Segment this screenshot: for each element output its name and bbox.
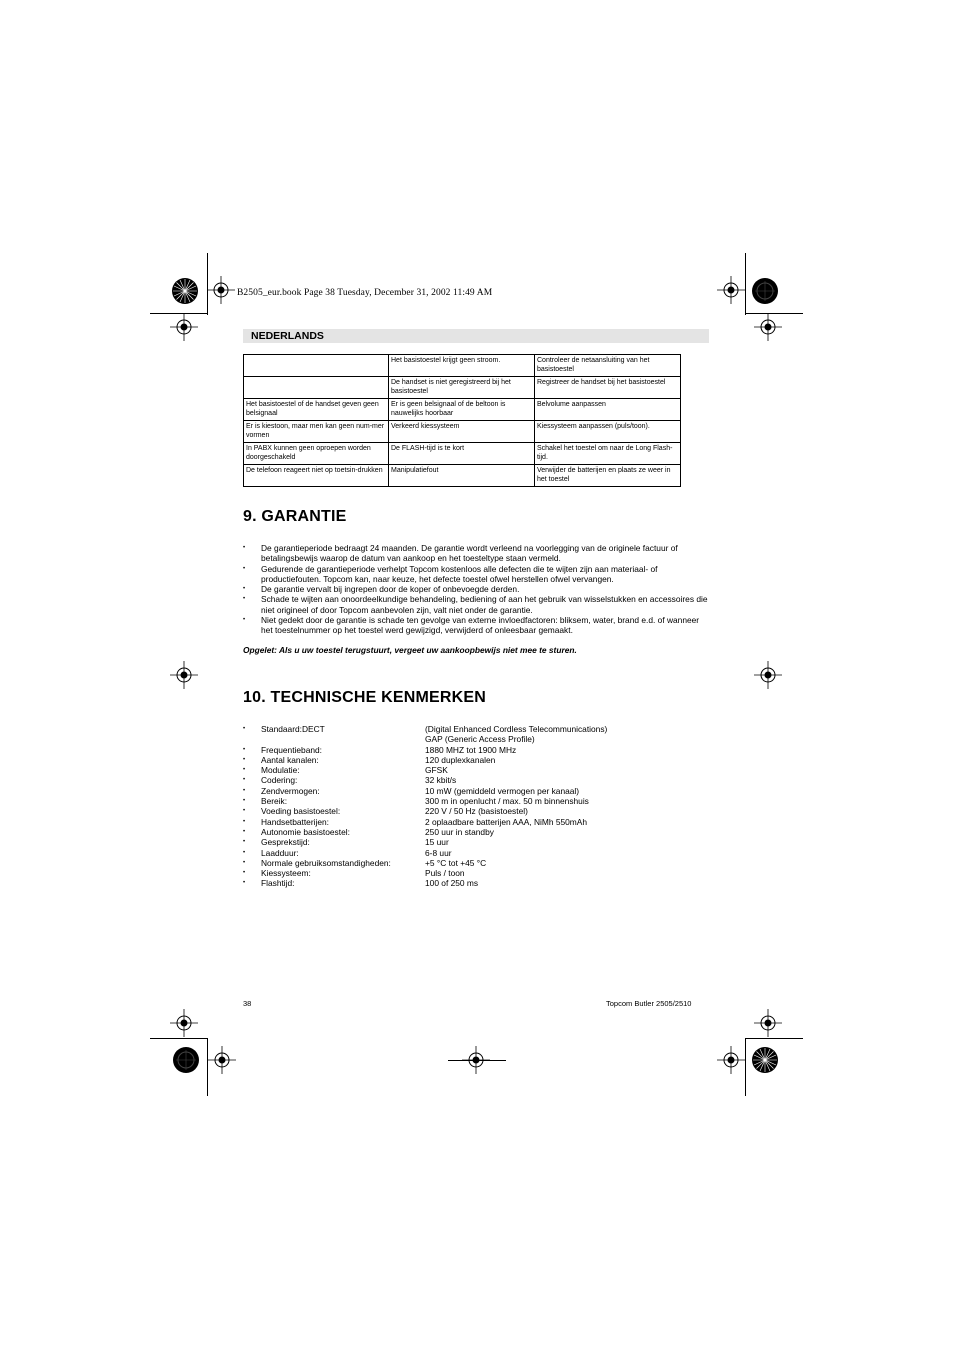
troubleshooting-table xyxy=(243,354,681,487)
section-title-garantie: 9. GARANTIE xyxy=(243,508,347,525)
spec-value: 120 duplexkanalen xyxy=(425,754,496,765)
registration-target-icon xyxy=(172,1046,200,1074)
bullet-icon: • xyxy=(243,777,246,784)
list-item: • Niet gedekt door de garantie is schade ten gevolge van externe invloedfactoren: bliksem, water, brand e.d. of wanneer het toestelnummer op het toestel werd gewijzigd, verwijderd of onleesbaar gemaakt. xyxy=(243,615,713,636)
spec-value: 250 uur in standby xyxy=(425,826,494,837)
bullet-icon: • xyxy=(243,787,246,794)
spec-value: 220 V / 50 Hz (basistoestel) xyxy=(425,806,528,817)
spec-value: 100 of 250 ms xyxy=(425,878,479,889)
section-title-technische-kenmerken: 10. TECHNISCHE KENMERKEN xyxy=(243,689,487,706)
spec-value: 1880 MHZ tot 1900 MHz xyxy=(425,744,517,755)
spec-value: 32 kbit/s xyxy=(425,775,457,786)
bullet-icon: • xyxy=(243,767,246,774)
registration-mark-icon xyxy=(170,313,198,341)
table-cell-solution: Verwijder de batterijen en plaats ze weer in het toestel xyxy=(535,465,681,487)
table-cell-solution: Kiessysteem aanpassen (puls/toon). xyxy=(535,421,681,443)
registration-mark-icon xyxy=(754,661,782,689)
table-row xyxy=(244,377,681,399)
bullet-icon: • xyxy=(243,746,246,753)
registration-mark-icon xyxy=(207,276,235,304)
bullet-icon: • xyxy=(243,726,246,732)
registration-mark-icon xyxy=(170,661,198,689)
spec-row xyxy=(243,868,705,878)
spec-row xyxy=(243,837,705,847)
spec-label: Bereik: xyxy=(261,796,288,807)
table-cell-cause: Verkeerd kiessysteem xyxy=(389,421,535,443)
spec-label: Modulatie: xyxy=(261,765,300,776)
spec-row xyxy=(243,724,705,734)
spec-label: Normale gebruiksomstandigheden: xyxy=(261,857,391,868)
language-label: NEDERLANDS xyxy=(251,330,324,342)
page-number: 38 xyxy=(243,999,252,1008)
table-cell-solution: Schakel het toestel om naar de Long Flash-tijd. xyxy=(535,443,681,465)
table-cell-problem xyxy=(244,377,389,399)
registration-mark-icon xyxy=(170,1009,198,1037)
registration-mark-icon xyxy=(717,276,745,304)
table-cell-cause: Er is geen belsignaal of de beltoon is nauwelijks hoorbaar xyxy=(389,399,535,421)
table-row xyxy=(244,399,681,421)
bullet-icon: • xyxy=(243,828,246,835)
spec-value: +5 °C tot +45 °C xyxy=(425,857,487,868)
spec-row xyxy=(243,878,705,888)
table-cell-solution: Belvolume aanpassen xyxy=(535,399,681,421)
spec-row xyxy=(243,734,705,744)
spec-label: Handsetbatterijen: xyxy=(261,816,329,827)
spec-value: 15 uur xyxy=(425,837,449,848)
table-cell-problem: In PABX kunnen geen oproepen worden doorgeschakeld xyxy=(244,443,389,465)
spec-label: Kiessysteem: xyxy=(261,868,311,879)
garantie-list xyxy=(243,543,713,636)
bullet-icon: • xyxy=(243,756,246,763)
bullet-icon xyxy=(243,734,261,744)
spec-value: 2 oplaadbare batterijen AAA, NiMh 550mAh xyxy=(425,816,588,827)
bullet-icon: • xyxy=(243,839,246,846)
spec-label xyxy=(261,734,425,744)
spec-label: Voeding basistoestel: xyxy=(261,806,341,817)
list-item: • Schade te wijten aan onoordeelkundige behandeling, bediening of aan het gebruik van wisselstukken en accessoires die niet origineel of door Topcom aanbevolen zijn, valt niet onder de garantie. xyxy=(243,594,713,615)
registration-target-icon xyxy=(751,277,779,305)
registration-mark-icon xyxy=(754,1009,782,1037)
spec-value: 6-8 uur xyxy=(425,847,452,858)
spec-row xyxy=(243,755,705,765)
table-row xyxy=(244,355,681,377)
registration-star-icon xyxy=(751,1046,779,1074)
garantie-note: Opgelet: Als u uw toestel terugstuurt, vergeet uw aankoopbewijs niet mee te sturen. xyxy=(243,645,577,655)
table-cell-cause: De FLASH-tijd is te kort xyxy=(389,443,535,465)
list-item: • De garantieperiode bedraagt 24 maanden. De garantie wordt verleend na voorlegging van de originele factuur of betalingsbewijs waarop de datum van aankoop en het toesteltype staan vermeld. xyxy=(243,543,713,564)
table-row xyxy=(244,421,681,443)
spec-label: Frequentieband: xyxy=(261,744,322,755)
spec-value: 10 mW (gemiddeld vermogen per kanaal) xyxy=(425,785,580,796)
registration-star-icon xyxy=(171,277,199,305)
spec-label: Laadduur: xyxy=(261,847,299,858)
bullet-icon: • xyxy=(243,808,246,815)
table-cell-problem: Er is kiestoon, maar men kan geen num-mer vormen xyxy=(244,421,389,443)
book-info-line: B2505_eur.book Page 38 Tuesday, December 31, 2002 11:49 AM xyxy=(237,288,493,298)
registration-mark-icon xyxy=(754,313,782,341)
spec-label: Gesprekstijd: xyxy=(261,837,310,848)
language-header-bar xyxy=(243,329,709,343)
spec-row xyxy=(243,848,705,858)
spec-value: GAP (Generic Access Profile) xyxy=(425,734,535,745)
registration-mark-icon xyxy=(208,1046,236,1074)
spec-row xyxy=(243,745,705,755)
spec-label: Codering: xyxy=(261,775,298,786)
spec-value: GFSK xyxy=(425,765,448,776)
table-cell-problem: De telefoon reageert niet op toetsin-drukken xyxy=(244,465,389,487)
table-cell-problem: Het basistoestel of de handset geven geen belsignaal xyxy=(244,399,389,421)
spec-row xyxy=(243,796,705,806)
table-cell-cause: De handset is niet geregistreerd bij het basistoestel xyxy=(389,377,535,399)
table-cell-solution: Registreer de handset bij het basistoestel xyxy=(535,377,681,399)
spec-row xyxy=(243,827,705,837)
list-item: • De garantie vervalt bij ingrepen door de koper of onbevoegde derden. xyxy=(243,584,713,594)
spec-row xyxy=(243,786,705,796)
table-cell-cause: Het basistoestel krijgt geen stroom. xyxy=(389,355,535,377)
spec-value: 300 m in openlucht / max. 50 m binnenshuis xyxy=(425,796,589,807)
spec-row xyxy=(243,806,705,816)
list-item: • Gedurende de garantieperiode verhelpt Topcom kostenloos alle defecten die te wijten zijn aan materiaal- of productiefouten. Topcom kan, naar keuze, het defecte toestel ofwel herstellen ofwel vervangen. xyxy=(243,564,713,585)
bullet-icon: • xyxy=(243,818,246,825)
table-cell-problem xyxy=(244,355,389,377)
table-cell-cause: Manipulatiefout xyxy=(389,465,535,487)
bullet-icon: • xyxy=(243,859,246,866)
spec-label: Aantal kanalen: xyxy=(261,754,319,765)
spec-label: Autonomie basistoestel: xyxy=(261,826,350,837)
spec-label: Standaard:DECT xyxy=(261,724,325,734)
spec-value: (Digital Enhanced Cordless Telecommunications) xyxy=(425,724,608,734)
spec-label: Zendvermogen: xyxy=(261,785,320,796)
spec-row xyxy=(243,765,705,775)
bullet-icon: • xyxy=(243,849,246,856)
spec-label: Flashtijd: xyxy=(261,878,295,889)
registration-mark-icon xyxy=(717,1046,745,1074)
table-row xyxy=(244,443,681,465)
bullet-icon: • xyxy=(243,870,246,877)
spec-value: Puls / toon xyxy=(425,868,465,879)
table-cell-solution: Controleer de netaansluiting van het basistoestel xyxy=(535,355,681,377)
spec-list xyxy=(243,724,705,889)
bullet-icon: • xyxy=(243,880,246,887)
spec-row xyxy=(243,858,705,868)
spec-row xyxy=(243,817,705,827)
spec-row xyxy=(243,775,705,785)
product-name: Topcom Butler 2505/2510 xyxy=(606,999,692,1008)
table-row xyxy=(244,465,681,487)
bullet-icon: • xyxy=(243,798,246,805)
